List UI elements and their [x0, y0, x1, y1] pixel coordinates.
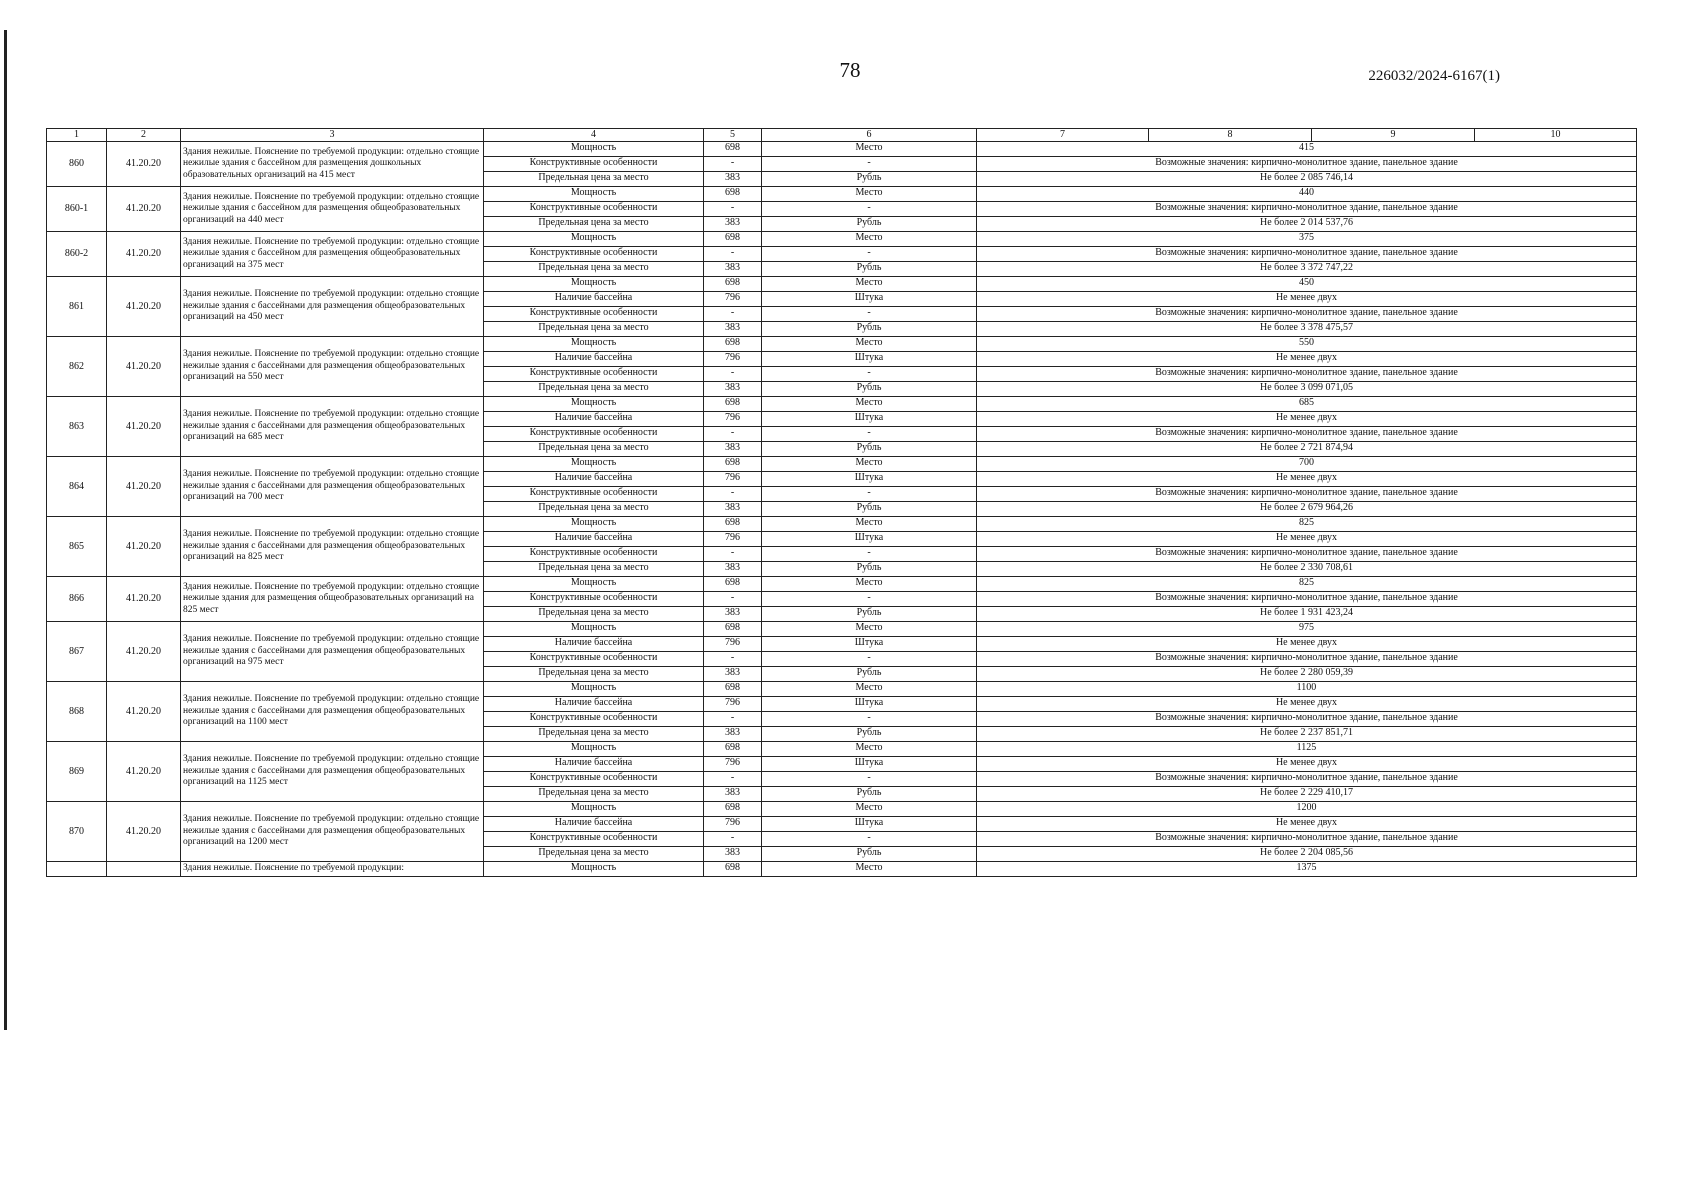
unit-code: 796 — [704, 637, 762, 652]
characteristic-value: Возможные значения: кирпично-монолитное здание, панельное здание — [977, 712, 1637, 727]
table-row — [47, 142, 1637, 157]
characteristic-name: Предельная цена за место — [484, 262, 704, 277]
characteristic-value: Возможные значения: кирпично-монолитное здание, панельное здание — [977, 592, 1637, 607]
table-row — [47, 577, 1637, 592]
unit-code: 796 — [704, 697, 762, 712]
unit-name: Штука — [762, 292, 977, 307]
unit-code: - — [704, 367, 762, 382]
unit-code: 698 — [704, 232, 762, 247]
characteristic-name: Конструктивные особенности — [484, 832, 704, 847]
okpd2-code: 41.20.20 — [107, 457, 181, 517]
unit-code: 383 — [704, 442, 762, 457]
unit-name: - — [762, 487, 977, 502]
product-description: Здания нежилые. Пояснение по требуемой продукции: отдельно стоящие нежилые здания с бассейнами для размещения общеобразовательных организаций на 700 мест — [181, 457, 484, 517]
unit-code: 698 — [704, 742, 762, 757]
characteristic-value: Не более 2 204 085,56 — [977, 847, 1637, 862]
unit-code: 796 — [704, 532, 762, 547]
characteristic-value: Не более 2 330 708,61 — [977, 562, 1637, 577]
characteristic-name: Мощность — [484, 277, 704, 292]
characteristic-name: Мощность — [484, 802, 704, 817]
characteristic-value: 685 — [977, 397, 1637, 412]
unit-code: 383 — [704, 727, 762, 742]
product-characteristics-table — [46, 128, 1637, 877]
characteristic-value: Не менее двух — [977, 697, 1637, 712]
table-row — [47, 337, 1637, 352]
characteristic-value: 700 — [977, 457, 1637, 472]
characteristic-name: Мощность — [484, 862, 704, 877]
column-header: 10 — [1475, 129, 1637, 142]
unit-name: Рубль — [762, 667, 977, 682]
characteristic-value: Не менее двух — [977, 352, 1637, 367]
characteristic-value: Возможные значения: кирпично-монолитное здание, панельное здание — [977, 202, 1637, 217]
unit-name: Место — [762, 862, 977, 877]
product-description: Здания нежилые. Пояснение по требуемой продукции: отдельно стоящие нежилые здания с бассейном для размещения общеобразовательных организаций на 375 мест — [181, 232, 484, 277]
unit-code: 698 — [704, 457, 762, 472]
unit-name: Место — [762, 187, 977, 202]
characteristic-name: Предельная цена за место — [484, 382, 704, 397]
unit-name: - — [762, 247, 977, 262]
unit-name: - — [762, 712, 977, 727]
characteristic-value: Не менее двух — [977, 637, 1637, 652]
unit-code: 383 — [704, 562, 762, 577]
unit-name: Место — [762, 622, 977, 637]
unit-name: Место — [762, 397, 977, 412]
characteristic-value: 1200 — [977, 802, 1637, 817]
column-header: 3 — [181, 129, 484, 142]
characteristic-name: Наличие бассейна — [484, 637, 704, 652]
unit-code: 383 — [704, 382, 762, 397]
characteristic-name: Конструктивные особенности — [484, 592, 704, 607]
unit-code: - — [704, 247, 762, 262]
unit-name: Рубль — [762, 172, 977, 187]
product-description: Здания нежилые. Пояснение по требуемой продукции: отдельно стоящие нежилые здания с бассейнами для размещения общеобразовательных организаций на 1200 мест — [181, 802, 484, 862]
unit-name: Штука — [762, 352, 977, 367]
unit-code: 698 — [704, 517, 762, 532]
column-header: 5 — [704, 129, 762, 142]
item-number: 863 — [47, 397, 107, 457]
characteristic-value: 975 — [977, 622, 1637, 637]
unit-code: 383 — [704, 667, 762, 682]
unit-name: Рубль — [762, 322, 977, 337]
characteristic-name: Мощность — [484, 682, 704, 697]
unit-name: Рубль — [762, 727, 977, 742]
characteristic-name: Предельная цена за место — [484, 322, 704, 337]
unit-name: Место — [762, 742, 977, 757]
item-number: 861 — [47, 277, 107, 337]
unit-name: Место — [762, 577, 977, 592]
unit-name: - — [762, 367, 977, 382]
characteristic-name: Мощность — [484, 457, 704, 472]
characteristic-value: Возможные значения: кирпично-монолитное здание, панельное здание — [977, 547, 1637, 562]
table-row — [47, 232, 1637, 247]
unit-code: 698 — [704, 277, 762, 292]
unit-code: 383 — [704, 172, 762, 187]
characteristic-name: Предельная цена за место — [484, 787, 704, 802]
characteristic-name: Мощность — [484, 742, 704, 757]
okpd2-code: 41.20.20 — [107, 742, 181, 802]
item-number: 860-1 — [47, 187, 107, 232]
characteristic-value: Не более 1 931 423,24 — [977, 607, 1637, 622]
document-id: 226032/2024-6167(1) — [1368, 68, 1500, 84]
characteristic-value: Возможные значения: кирпично-монолитное здание, панельное здание — [977, 307, 1637, 322]
unit-name: Рубль — [762, 442, 977, 457]
item-number — [47, 862, 107, 877]
characteristic-value: 450 — [977, 277, 1637, 292]
product-description: Здания нежилые. Пояснение по требуемой продукции: отдельно стоящие нежилые здания с бассейнами для размещения общеобразовательных организаций на 1100 мест — [181, 682, 484, 742]
unit-code: 796 — [704, 352, 762, 367]
unit-name: Рубль — [762, 562, 977, 577]
table-row — [47, 457, 1637, 472]
table-row — [47, 742, 1637, 757]
characteristic-name: Конструктивные особенности — [484, 202, 704, 217]
unit-code: 796 — [704, 757, 762, 772]
characteristic-name: Мощность — [484, 397, 704, 412]
characteristic-name: Предельная цена за место — [484, 667, 704, 682]
okpd2-code: 41.20.20 — [107, 277, 181, 337]
unit-code: - — [704, 202, 762, 217]
characteristic-name: Наличие бассейна — [484, 472, 704, 487]
unit-name: Место — [762, 802, 977, 817]
table-row — [47, 517, 1637, 532]
unit-name: - — [762, 772, 977, 787]
unit-code: - — [704, 427, 762, 442]
characteristic-name: Наличие бассейна — [484, 697, 704, 712]
characteristic-value: Возможные значения: кирпично-монолитное здание, панельное здание — [977, 157, 1637, 172]
characteristic-name: Конструктивные особенности — [484, 157, 704, 172]
product-description: Здания нежилые. Пояснение по требуемой продукции: отдельно стоящие нежилые здания с бассейнами для размещения общеобразовательных организаций на 1125 мест — [181, 742, 484, 802]
column-header: 1 — [47, 129, 107, 142]
item-number: 868 — [47, 682, 107, 742]
unit-name: Штука — [762, 697, 977, 712]
unit-code: - — [704, 832, 762, 847]
product-description: Здания нежилые. Пояснение по требуемой продукции: отдельно стоящие нежилые здания с бассейнами для размещения общеобразовательных организаций на 825 мест — [181, 517, 484, 577]
item-number: 860-2 — [47, 232, 107, 277]
product-description: Здания нежилые. Пояснение по требуемой продукции: отдельно стоящие нежилые здания для размещения общеобразовательных организаций на 825 мест — [181, 577, 484, 622]
characteristic-value: Не менее двух — [977, 532, 1637, 547]
characteristic-name: Предельная цена за место — [484, 172, 704, 187]
characteristic-value: Возможные значения: кирпично-монолитное здание, панельное здание — [977, 832, 1637, 847]
table-row — [47, 397, 1637, 412]
characteristic-value: Не более 2 229 410,17 — [977, 787, 1637, 802]
column-header: 4 — [484, 129, 704, 142]
unit-code: - — [704, 157, 762, 172]
characteristic-value: Возможные значения: кирпично-монолитное здание, панельное здание — [977, 772, 1637, 787]
characteristic-value: Возможные значения: кирпично-монолитное здание, панельное здание — [977, 427, 1637, 442]
okpd2-code — [107, 862, 181, 877]
column-header: 9 — [1312, 129, 1475, 142]
item-number: 865 — [47, 517, 107, 577]
unit-code: - — [704, 487, 762, 502]
unit-code: 383 — [704, 502, 762, 517]
characteristic-value: 550 — [977, 337, 1637, 352]
okpd2-code: 41.20.20 — [107, 232, 181, 277]
product-description: Здания нежилые. Пояснение по требуемой продукции: отдельно стоящие нежилые здания с бассейнами для размещения общеобразовательных организаций на 975 мест — [181, 622, 484, 682]
characteristic-name: Наличие бассейна — [484, 292, 704, 307]
characteristic-value: Возможные значения: кирпично-монолитное здание, панельное здание — [977, 487, 1637, 502]
characteristic-name: Конструктивные особенности — [484, 547, 704, 562]
table-body — [47, 142, 1637, 877]
unit-code: 698 — [704, 187, 762, 202]
okpd2-code: 41.20.20 — [107, 802, 181, 862]
characteristic-value: Не более 2 280 059,39 — [977, 667, 1637, 682]
characteristic-name: Мощность — [484, 517, 704, 532]
unit-name: Место — [762, 277, 977, 292]
characteristic-value: 825 — [977, 577, 1637, 592]
characteristic-name: Наличие бассейна — [484, 412, 704, 427]
characteristic-name: Мощность — [484, 622, 704, 637]
characteristic-name: Мощность — [484, 142, 704, 157]
characteristic-value: Не более 2 679 964,26 — [977, 502, 1637, 517]
characteristic-name: Предельная цена за место — [484, 562, 704, 577]
characteristic-value: Возможные значения: кирпично-монолитное здание, панельное здание — [977, 367, 1637, 382]
characteristic-value: Не более 3 378 475,57 — [977, 322, 1637, 337]
unit-code: 796 — [704, 472, 762, 487]
unit-code: 698 — [704, 862, 762, 877]
unit-code: - — [704, 307, 762, 322]
unit-name: Место — [762, 337, 977, 352]
unit-name: Место — [762, 232, 977, 247]
characteristic-value: 1375 — [977, 862, 1637, 877]
characteristic-value: Не менее двух — [977, 292, 1637, 307]
characteristic-name: Наличие бассейна — [484, 817, 704, 832]
characteristic-value: Не менее двух — [977, 757, 1637, 772]
okpd2-code: 41.20.20 — [107, 397, 181, 457]
table-row — [47, 622, 1637, 637]
unit-name: - — [762, 547, 977, 562]
unit-name: Штука — [762, 472, 977, 487]
characteristic-name: Наличие бассейна — [484, 757, 704, 772]
unit-code: 383 — [704, 217, 762, 232]
product-description: Здания нежилые. Пояснение по требуемой продукции: отдельно стоящие нежилые здания с бассейнами для размещения общеобразовательных организаций на 450 мест — [181, 277, 484, 337]
unit-name: - — [762, 202, 977, 217]
unit-name: - — [762, 427, 977, 442]
item-number: 869 — [47, 742, 107, 802]
characteristic-value: 440 — [977, 187, 1637, 202]
characteristic-name: Предельная цена за место — [484, 217, 704, 232]
item-number: 866 — [47, 577, 107, 622]
unit-code: 383 — [704, 262, 762, 277]
okpd2-code: 41.20.20 — [107, 337, 181, 397]
characteristic-value: Не более 3 372 747,22 — [977, 262, 1637, 277]
characteristic-value: 1100 — [977, 682, 1637, 697]
unit-code: 698 — [704, 577, 762, 592]
characteristic-value: Возможные значения: кирпично-монолитное здание, панельное здание — [977, 652, 1637, 667]
unit-code: 796 — [704, 292, 762, 307]
characteristic-name: Предельная цена за место — [484, 442, 704, 457]
unit-name: Рубль — [762, 382, 977, 397]
table-header-row — [47, 129, 1637, 142]
unit-code: 796 — [704, 412, 762, 427]
characteristic-name: Конструктивные особенности — [484, 307, 704, 322]
table-row — [47, 862, 1637, 877]
unit-code: - — [704, 652, 762, 667]
product-description: Здания нежилые. Пояснение по требуемой продукции: отдельно стоящие нежилые здания с бассейном для размещения общеобразовательных организаций на 440 мест — [181, 187, 484, 232]
characteristic-value: Не более 2 721 874,94 — [977, 442, 1637, 457]
okpd2-code: 41.20.20 — [107, 577, 181, 622]
characteristic-name: Мощность — [484, 337, 704, 352]
item-number: 867 — [47, 622, 107, 682]
characteristic-name: Предельная цена за место — [484, 727, 704, 742]
unit-code: 698 — [704, 682, 762, 697]
characteristic-value: Не более 2 085 746,14 — [977, 172, 1637, 187]
unit-name: Место — [762, 517, 977, 532]
characteristic-value: 825 — [977, 517, 1637, 532]
okpd2-code: 41.20.20 — [107, 517, 181, 577]
characteristic-name: Наличие бассейна — [484, 532, 704, 547]
unit-code: - — [704, 712, 762, 727]
unit-code: 698 — [704, 142, 762, 157]
unit-name: Место — [762, 457, 977, 472]
characteristic-value: Не менее двух — [977, 472, 1637, 487]
item-number: 864 — [47, 457, 107, 517]
characteristic-name: Мощность — [484, 232, 704, 247]
characteristic-value: 415 — [977, 142, 1637, 157]
unit-code: 383 — [704, 322, 762, 337]
characteristic-name: Конструктивные особенности — [484, 772, 704, 787]
product-description: Здания нежилые. Пояснение по требуемой продукции: отдельно стоящие нежилые здания с бассейном для размещения дошкольных образовательных организаций на 415 мест — [181, 142, 484, 187]
characteristic-name: Наличие бассейна — [484, 352, 704, 367]
characteristic-value: Не более 2 237 851,71 — [977, 727, 1637, 742]
characteristic-name: Мощность — [484, 187, 704, 202]
unit-name: Рубль — [762, 607, 977, 622]
item-number: 862 — [47, 337, 107, 397]
characteristic-value: Не менее двух — [977, 817, 1637, 832]
characteristic-value: Не менее двух — [977, 412, 1637, 427]
unit-code: - — [704, 772, 762, 787]
table-row — [47, 682, 1637, 697]
unit-code: 796 — [704, 817, 762, 832]
characteristic-value: Не более 3 099 071,05 — [977, 382, 1637, 397]
unit-name: - — [762, 307, 977, 322]
characteristic-name: Мощность — [484, 577, 704, 592]
characteristic-name: Конструктивные особенности — [484, 487, 704, 502]
item-number: 870 — [47, 802, 107, 862]
unit-name: Штука — [762, 532, 977, 547]
unit-name: Рубль — [762, 502, 977, 517]
unit-code: 698 — [704, 397, 762, 412]
characteristic-name: Конструктивные особенности — [484, 712, 704, 727]
unit-code: - — [704, 547, 762, 562]
table-row — [47, 187, 1637, 202]
unit-code: 383 — [704, 847, 762, 862]
unit-code: 698 — [704, 802, 762, 817]
unit-name: - — [762, 652, 977, 667]
unit-name: Штука — [762, 817, 977, 832]
unit-name: - — [762, 157, 977, 172]
table-row — [47, 277, 1637, 292]
unit-code: 383 — [704, 787, 762, 802]
characteristic-value: 1125 — [977, 742, 1637, 757]
unit-code: 698 — [704, 622, 762, 637]
okpd2-code: 41.20.20 — [107, 142, 181, 187]
unit-name: Штука — [762, 412, 977, 427]
column-header: 7 — [977, 129, 1149, 142]
column-header: 8 — [1149, 129, 1312, 142]
product-description: Здания нежилые. Пояснение по требуемой продукции: — [181, 862, 484, 877]
unit-name: Рубль — [762, 847, 977, 862]
unit-name: Место — [762, 142, 977, 157]
characteristic-value: Возможные значения: кирпично-монолитное здание, панельное здание — [977, 247, 1637, 262]
unit-name: - — [762, 592, 977, 607]
unit-name: Штука — [762, 757, 977, 772]
characteristic-name: Предельная цена за место — [484, 502, 704, 517]
characteristic-value: 375 — [977, 232, 1637, 247]
product-description: Здания нежилые. Пояснение по требуемой продукции: отдельно стоящие нежилые здания с бассейнами для размещения общеобразовательных организаций на 685 мест — [181, 397, 484, 457]
page-edge-mark — [4, 30, 7, 1030]
unit-name: Штука — [762, 637, 977, 652]
unit-name: Рубль — [762, 262, 977, 277]
page-number: 78 — [839, 58, 861, 82]
column-header: 6 — [762, 129, 977, 142]
column-header: 2 — [107, 129, 181, 142]
unit-code: 698 — [704, 337, 762, 352]
unit-name: - — [762, 832, 977, 847]
product-description: Здания нежилые. Пояснение по требуемой продукции: отдельно стоящие нежилые здания с бассейнами для размещения общеобразовательных организаций на 550 мест — [181, 337, 484, 397]
okpd2-code: 41.20.20 — [107, 682, 181, 742]
unit-name: Рубль — [762, 217, 977, 232]
unit-code: 383 — [704, 607, 762, 622]
characteristic-name: Предельная цена за место — [484, 607, 704, 622]
characteristic-name: Конструктивные особенности — [484, 247, 704, 262]
characteristic-name: Конструктивные особенности — [484, 652, 704, 667]
characteristic-name: Конструктивные особенности — [484, 427, 704, 442]
unit-name: Место — [762, 682, 977, 697]
item-number: 860 — [47, 142, 107, 187]
okpd2-code: 41.20.20 — [107, 187, 181, 232]
unit-name: Рубль — [762, 787, 977, 802]
characteristic-name: Конструктивные особенности — [484, 367, 704, 382]
okpd2-code: 41.20.20 — [107, 622, 181, 682]
characteristic-value: Не более 2 014 537,76 — [977, 217, 1637, 232]
unit-code: - — [704, 592, 762, 607]
table-row — [47, 802, 1637, 817]
characteristic-name: Предельная цена за место — [484, 847, 704, 862]
